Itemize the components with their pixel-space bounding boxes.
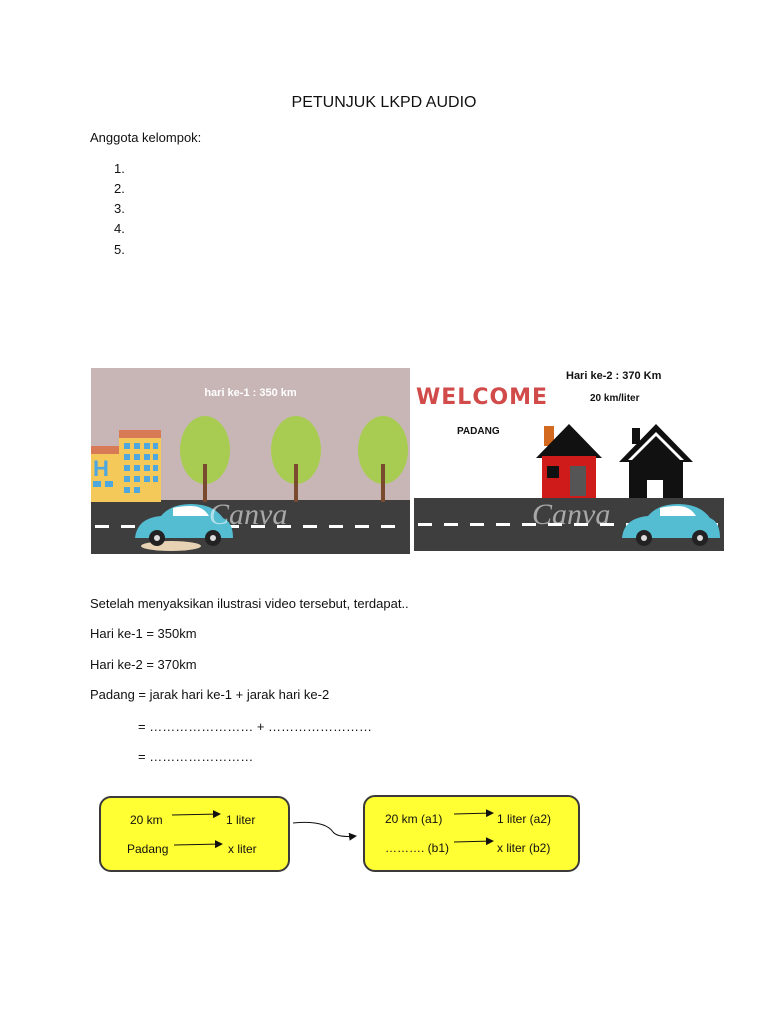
box-left-r1-left: 20 km	[130, 813, 163, 827]
box-left-r1-right: 1 liter	[226, 813, 256, 827]
rate-caption: 20 km/liter	[590, 393, 640, 404]
box-right-r2-right: x liter (b2)	[497, 841, 551, 855]
canva-watermark: Canva	[532, 498, 611, 531]
curved-arrow-icon	[293, 822, 356, 836]
day2-line: Hari ke-2 = 370km	[90, 657, 197, 672]
city-label: PADANG	[457, 426, 500, 437]
box-left-r2-right: x liter	[228, 842, 257, 856]
welcome-sign: WELCOME	[416, 385, 549, 410]
intro-text: Setelah menyaksikan ilustrasi video tersebut, terdapat..	[90, 596, 409, 611]
box-right-r1-left: 20 km (a1)	[385, 812, 443, 826]
member-item: 5.	[114, 242, 125, 257]
members-label: Anggota kelompok:	[90, 130, 202, 145]
box-right-r2-left: ………. (b1)	[385, 841, 450, 855]
member-item: 4.	[114, 221, 125, 236]
member-item: 2.	[114, 181, 125, 196]
day2-caption: Hari ke-2 : 370 Km	[566, 370, 662, 382]
arrows-layer	[0, 780, 768, 880]
box-right-r1-right: 1 liter (a2)	[497, 812, 552, 826]
arrow-right-icon	[454, 813, 493, 814]
day1-caption: hari ke-1 : 350 km	[204, 387, 297, 399]
formula-line: Padang = jarak hari ke-1 + jarak hari ke-2	[90, 687, 330, 702]
fill-blank-sum: = …………………… + ……………………	[138, 719, 373, 734]
fill-blank-result: = ……………………	[138, 749, 254, 764]
svg-text:H: H	[93, 456, 109, 481]
illustration-day1	[91, 368, 410, 554]
page-title: PETUNJUK LKPD AUDIO	[291, 94, 477, 111]
member-item: 3.	[114, 201, 125, 216]
box-left-r2-left: Padang	[127, 842, 169, 856]
illustration-day2	[414, 368, 724, 551]
arrow-right-icon	[174, 844, 222, 845]
arrow-right-icon	[172, 814, 220, 815]
day1-line: Hari ke-1 = 350km	[90, 626, 197, 641]
canva-watermark: Canva	[209, 498, 288, 531]
arrow-right-icon	[454, 841, 493, 842]
member-item: 1.	[114, 161, 125, 176]
